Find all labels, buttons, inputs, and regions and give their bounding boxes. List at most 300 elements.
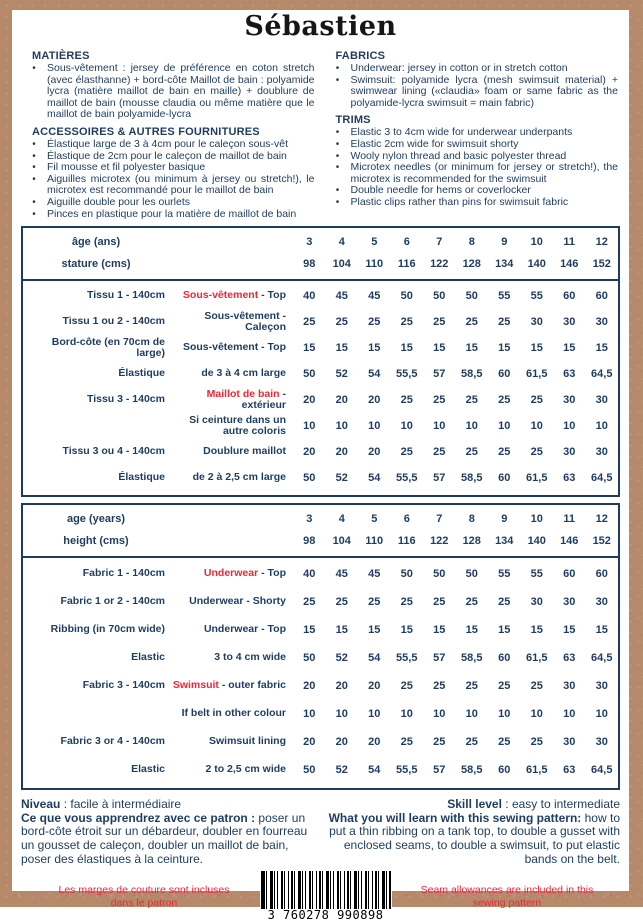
yardage-value: 25 [498,316,511,329]
row-label-fabric: Fabric 1 or 2 - 140cm [60,595,165,608]
yardage-value: 50 [433,568,446,581]
row-label-fabric: Tissu 3 - 140cm [86,393,165,406]
yardage-value: 15 [368,624,381,637]
heading-fabrics: FABRICS [335,50,386,62]
yardage-value: 55,5 [396,652,418,665]
yardage-value: 52 [335,368,348,381]
yardage-value: 40 [303,290,316,303]
table-header-label: âge (ans) [71,236,121,249]
row-label-text: - outer fabric [218,679,286,692]
yardage-value: 20 [335,736,348,749]
bullet-item [21,197,317,209]
bullet-text: Élastique large de 3 à 4cm pour le caleçon sous-vêt [47,137,289,150]
yardage-value: 25 [530,394,543,407]
bullet-text: Elastic 3 to 4cm wide for underwear underpants [350,126,573,139]
table-header-row [23,530,618,552]
yardage-value: 20 [368,446,381,459]
yardage-value: 10 [368,708,381,721]
yardage-value: 25 [433,736,446,749]
yardage-value: 30 [563,316,576,329]
pattern-back-cover [12,10,629,922]
yardage-value: 55,5 [396,764,418,777]
yardage-value: 64,5 [591,764,613,777]
yardage-value: 15 [368,342,381,355]
yardage-value: 10 [433,420,446,433]
yardage-value: 30 [595,736,608,749]
footer-row [12,866,629,922]
yardage-value: 60 [595,290,608,303]
table-row [23,309,618,335]
yardage-value: 30 [595,596,608,609]
row-label-item [169,624,293,636]
bullet-dot-icon: • [335,150,340,162]
table-header-row [23,253,618,275]
table-header-value: 122 [430,258,449,271]
yardage-value: 58,5 [461,368,483,381]
yardage-value: 57 [433,652,446,665]
yardage-value: 25 [465,446,478,459]
yardage-value: 10 [498,420,511,433]
yardage-value: 25 [303,596,316,609]
yardage-value: 25 [335,316,348,329]
yardage-value: 20 [303,446,316,459]
table-row [23,560,618,588]
yardage-value: 10 [400,420,413,433]
table-header-value: 9 [501,236,508,249]
bullet-dot-icon: • [32,196,36,208]
bullet-text: Double needle for hems or coverlocker [350,184,531,197]
yardage-value: 30 [595,680,608,693]
bullet-dot-icon: • [335,185,340,197]
bullet-text: Élastique de 2cm pour le caleçon de maillot de bain [47,149,287,162]
table-header-value: 128 [462,258,481,271]
bullet-dot-icon: • [32,173,36,185]
yardage-value: 25 [498,736,511,749]
yardage-value: 15 [465,342,478,355]
row-label-fabric: Élastique [118,471,165,484]
yardage-value: 25 [368,596,381,609]
table-header-value: 5 [371,236,378,249]
bullet-text: Sous-vêtement : jersey de préférence en coton stretch (avec élasthanne) + bord-côte Maillot de bain : polyamide lycra (matière maillot de bain en maille) + doublure de maillot de bain (mousse claudia ou même matière que le maillot de bain polyamide-lycra [47,62,315,121]
table-row [23,387,618,413]
heading-matieres: MATIÈRES [32,50,90,62]
table-header-value: 8 [468,236,475,249]
table-header-value: 8 [468,513,475,526]
row-label-text: - Top [258,289,286,302]
bullet-text: Fil mousse et fil polyester basique [47,161,206,174]
yardage-value: 25 [433,316,446,329]
yardage-value: 20 [335,680,348,693]
yardage-value: 30 [563,680,576,693]
yardage-value: 10 [530,708,543,721]
bullet-dot-icon: • [335,127,340,139]
yardage-value: 30 [595,394,608,407]
yardage-value: 50 [400,290,413,303]
skill-level-french [21,798,321,866]
table-body [23,558,618,788]
table-row [23,439,618,465]
yardage-value: 58,5 [461,652,483,665]
yardage-value: 55 [498,290,511,303]
barcode [260,871,392,922]
yardage-value: 64,5 [591,368,613,381]
table-row [23,283,618,309]
yardage-value: 63 [563,652,576,665]
yardage-value: 55 [498,568,511,581]
bullet-dot-icon: • [335,74,340,86]
yardage-value: 54 [368,368,381,381]
table-header-value: 9 [501,513,508,526]
yardage-value: 15 [595,342,608,355]
table-body [23,281,618,495]
skill-section [12,790,629,866]
yardage-value: 10 [303,708,316,721]
bullet-item [325,75,621,110]
table-header-value: 11 [563,236,576,249]
row-label-item [169,290,293,302]
row-label-item [169,596,293,608]
table-row [23,616,618,644]
yardage-value: 10 [498,708,511,721]
row-label-fabric: Tissu 1 - 140cm [86,289,165,302]
yardage-value: 57 [433,472,446,485]
table-header-value: 122 [430,535,449,548]
yardage-value: 20 [335,394,348,407]
table-header-value: 5 [371,513,378,526]
row-label-fabric: Fabric 3 or 4 - 140cm [60,735,165,748]
accessoires-list [21,139,317,220]
yardage-value: 55,5 [396,368,418,381]
yardage-value: 10 [433,708,446,721]
bullet-text: Microtex needles (or minimum for jersey or stretch!), the microtex is recommended for the swimsuit [350,161,618,185]
skill-text-en: : easy to intermediate [501,797,620,812]
yardage-value: 10 [465,708,478,721]
learn-label-fr: Ce que vous apprendrez avec ce patron : [21,810,256,825]
bullet-text: Pinces en plastique pour la matière de maillot de bain [47,207,297,220]
row-label-fabric: Fabric 3 - 140cm [82,679,165,692]
yardage-table-french [21,226,620,497]
row-label-text: Swimsuit lining [208,735,286,748]
table-header-value: 98 [303,258,316,271]
table-header-value: 7 [436,236,443,249]
bullet-dot-icon: • [335,138,340,150]
yardage-value: 25 [400,316,413,329]
page-title: Sébastien [244,11,397,42]
bullet-text: Plastic clips rather than pins for swimsuit fabric [350,195,569,208]
bullet-dot-icon: • [335,162,340,174]
yardage-value: 50 [303,472,316,485]
row-label-text: Sous-vêtement - Caleçon [204,309,286,334]
table-header-value: 3 [306,513,313,526]
table-row [23,413,618,439]
yardage-value: 55,5 [396,472,418,485]
yardage-value: 50 [303,652,316,665]
table-header-value: 12 [595,236,608,249]
row-label-item [169,764,293,776]
yardage-value: 60 [498,652,511,665]
yardage-value: 64,5 [591,652,613,665]
yardage-value: 25 [400,736,413,749]
yardage-value: 25 [400,446,413,459]
seam-note-english: Seam allowances are included in this sewing pattern [420,884,594,909]
table-header-value: 4 [338,513,345,526]
yardage-value: 25 [465,680,478,693]
table-header-value: 10 [530,236,543,249]
table-header-value: 4 [338,236,345,249]
row-label-fabric: Tissu 3 ou 4 - 140cm [62,445,165,458]
table-header-value: 104 [332,535,351,548]
yardage-value: 25 [400,596,413,609]
yardage-value: 10 [335,708,348,721]
yardage-value: 55 [530,290,543,303]
bullet-dot-icon: • [335,63,340,74]
yardage-value: 15 [433,624,446,637]
yardage-value: 10 [595,708,608,721]
row-label-item [169,368,293,380]
yardage-value: 25 [433,596,446,609]
yardage-value: 63 [563,472,576,485]
heading-accessoires: ACCESSOIRES & AUTRES FOURNITURES [32,125,260,138]
yardage-value: 10 [563,420,576,433]
yardage-value: 10 [563,708,576,721]
learn-text-en: how to put a thin ribbing on a tank top, to double a gusset with enclosed seams, to double a swimsuit, to put elastic bands on the belt. [329,810,620,866]
skill-label-fr: Niveau [21,797,61,812]
yardage-value: 20 [303,736,316,749]
yardage-value: 50 [303,368,316,381]
bullet-text: Swimsuit: polyamide lycra (mesh swimsuit material) + swimwear lining («claudia» foam or same fabric as the polyamide-lycra swimsuit = main fabric) [350,73,618,109]
yardage-value: 45 [335,568,348,581]
yardage-value: 25 [400,680,413,693]
row-label-text: - extérieur [241,387,286,412]
row-label-fabric: Tissu 1 ou 2 - 140cm [62,315,165,328]
table-header-value: 140 [527,258,546,271]
row-label-text: If belt in other colour [181,707,286,720]
yardage-value: 20 [368,680,381,693]
table-header-label: height (cms) [63,535,129,548]
yardage-value: 25 [465,316,478,329]
row-label-text: de 3 à 4 cm large [201,367,286,380]
row-label-fabric: Elastic [131,651,165,664]
yardage-value: 30 [563,736,576,749]
yardage-value: 61,5 [526,368,548,381]
yardage-value: 15 [530,342,543,355]
yardage-value: 30 [563,596,576,609]
row-label-item [169,311,293,334]
table-row [23,700,618,728]
table-header-value: 12 [595,513,608,526]
row-label-fabric: Fabric 1 - 140cm [82,567,165,580]
bullet-text: Underwear: jersey in cotton or in stretch cotton [350,62,568,74]
table-row [23,361,618,387]
row-label-text: de 2 à 2,5 cm large [192,471,286,484]
table-header-value: 116 [397,258,416,271]
table-header-value: 104 [332,258,351,271]
table-header-row [23,231,618,253]
yardage-value: 25 [465,394,478,407]
yardage-value: 10 [400,708,413,721]
bullet-item [21,63,317,121]
row-label-highlight: Swimsuit [172,679,219,692]
yardage-value: 20 [368,736,381,749]
yardage-value: 50 [433,290,446,303]
table-row [23,588,618,616]
yardage-value: 30 [563,446,576,459]
yardage-value: 40 [303,568,316,581]
yardage-value: 15 [465,624,478,637]
learn-text-fr: poser un bord-côte étroit sur un débardeur, doubler en fourreau un gousset de caleçon, doubler un maillot de bain, poser des élastiques à la ceinture. [21,810,308,866]
yardage-value: 25 [368,316,381,329]
yardage-value: 54 [368,652,381,665]
table-header-label: age (years) [66,513,126,526]
yardage-value: 25 [530,736,543,749]
table-header-value: 140 [527,535,546,548]
yardage-value: 10 [368,420,381,433]
table-header-value: 11 [563,513,576,526]
yardage-value: 57 [433,368,446,381]
bullet-item [21,209,317,221]
yardage-value: 50 [465,290,478,303]
yardage-value: 15 [498,624,511,637]
yardage-value: 15 [563,342,576,355]
row-label-item [169,736,293,748]
table-header-value: 98 [303,535,316,548]
yardage-value: 52 [335,764,348,777]
bullet-dot-icon: • [335,196,340,208]
bullet-item [21,174,317,197]
row-label-item [169,568,293,580]
row-label-fabric: Bord-côte (en 70cm de large) [51,335,165,360]
yardage-value: 54 [368,764,381,777]
table-header-value: 110 [365,258,384,271]
bullet-dot-icon: • [32,63,36,74]
bullet-text: Wooly nylon thread and basic polyester thread [350,149,567,162]
bullet-text: Aiguilles microtex (ou minimum à jersey ou stretch!), le microtex est recommandé pour le maillot de bain [47,172,315,197]
yardage-value: 45 [335,290,348,303]
table-header-value: 7 [436,513,443,526]
yardage-value: 52 [335,472,348,485]
row-label-text: 2 to 2,5 cm wide [205,763,286,776]
bullet-dot-icon: • [32,150,36,162]
yardage-value: 20 [368,394,381,407]
yardage-value: 50 [465,568,478,581]
yardage-value: 25 [335,596,348,609]
table-header [23,228,618,281]
yardage-value: 20 [303,680,316,693]
heading-trims: TRIMS [335,114,371,127]
yardage-value: 63 [563,368,576,381]
yardage-value: 25 [400,394,413,407]
table-header-value: 128 [462,535,481,548]
info-columns [12,45,629,220]
yardage-value: 25 [530,446,543,459]
table-header-value: 10 [530,513,543,526]
yardage-value: 61,5 [526,652,548,665]
yardage-value: 50 [400,568,413,581]
row-label-text: 3 to 4 cm wide [214,651,286,664]
row-label-item [169,680,293,692]
yardage-value: 25 [530,680,543,693]
yardage-value: 15 [433,342,446,355]
yardage-value: 15 [530,624,543,637]
table-header-value: 134 [495,535,514,548]
yardage-value: 61,5 [526,764,548,777]
table-row [23,672,618,700]
learn-label-en: What you will learn with this sewing pattern: [328,810,582,825]
yardage-value: 25 [498,680,511,693]
skill-label-en: Skill level [447,797,502,812]
yardage-value: 10 [335,420,348,433]
yardage-value: 25 [498,596,511,609]
seam-note-french: Les marges de couture sont incluses dans le patron [58,884,230,909]
bullet-item [325,162,621,185]
row-label-highlight: Maillot de bain [206,387,280,400]
yardage-value: 15 [303,624,316,637]
row-label-text: Si ceinture dans un autre coloris [189,413,286,438]
yardage-value: 55 [530,568,543,581]
row-label-fabric: Élastique [118,367,165,380]
yardage-value: 57 [433,764,446,777]
bullet-item [21,162,317,174]
yardage-value: 15 [400,342,413,355]
yardage-value: 20 [335,446,348,459]
yardage-value: 50 [303,764,316,777]
bullet-item [325,139,621,151]
yardage-value: 25 [465,736,478,749]
barcode-bars-icon [261,871,391,911]
yardage-value: 15 [498,342,511,355]
yardage-value: 45 [368,290,381,303]
row-label-item [169,415,293,438]
table-row [23,644,618,672]
yardage-value: 30 [563,394,576,407]
row-label-item [169,446,293,458]
yardage-table-english [21,503,620,790]
yardage-value: 25 [433,446,446,459]
table-header-value: 3 [306,236,313,249]
table-header-value: 146 [560,535,579,548]
table-header-label: stature (cms) [61,258,131,271]
yardage-value: 10 [595,420,608,433]
bullet-text: Elastic 2cm wide for swimsuit shorty [350,137,519,150]
column-english [325,45,621,220]
yardage-value: 52 [335,652,348,665]
row-label-text: Doublure maillot [203,445,286,458]
bullet-text: Aiguille double pour les ourlets [47,195,191,208]
yardage-value: 25 [498,446,511,459]
yardage-value: 10 [465,420,478,433]
fabrics-list [325,63,621,109]
row-label-item [169,342,293,354]
table-row [23,335,618,361]
yardage-value: 64,5 [591,472,613,485]
row-label-item [169,472,293,484]
row-label-highlight: Sous-vêtement [182,289,259,302]
yardage-value: 60 [595,568,608,581]
yardage-value: 25 [465,596,478,609]
yardage-value: 54 [368,472,381,485]
yardage-value: 60 [563,290,576,303]
row-label-text: - Top [258,567,286,580]
table-header-value: 116 [397,535,416,548]
yardage-value: 63 [563,764,576,777]
yardage-value: 30 [530,316,543,329]
yardage-value: 30 [595,316,608,329]
yardage-value: 25 [303,316,316,329]
yardage-value: 58,5 [461,472,483,485]
yardage-value: 60 [498,472,511,485]
yardage-value: 60 [563,568,576,581]
table-row [23,728,618,756]
